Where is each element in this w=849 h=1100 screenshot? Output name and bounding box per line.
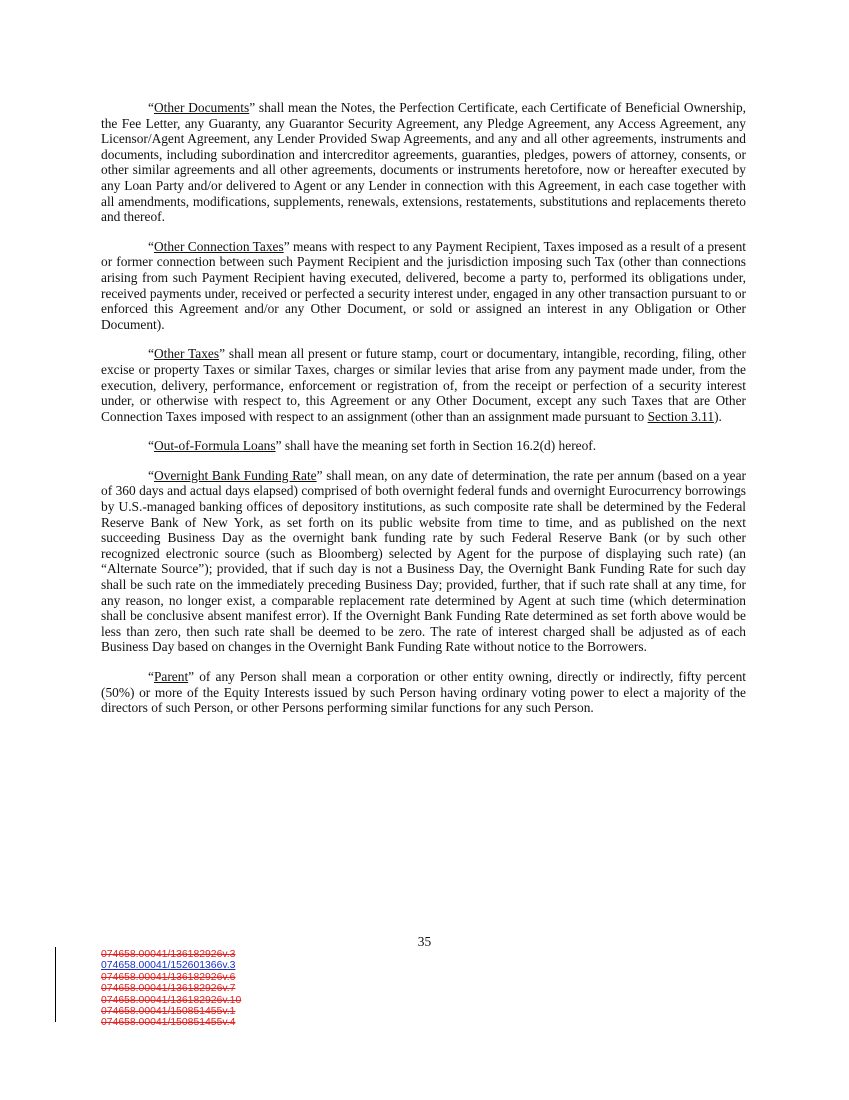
section-cross-reference: Section 3.11 bbox=[647, 408, 715, 424]
page-number: 35 bbox=[417, 934, 432, 949]
definition-other-taxes bbox=[101, 346, 746, 424]
quote-open: “ bbox=[148, 238, 154, 254]
definition-text: ” shall have the meaning set forth in Section 16.2(d) hereof. bbox=[275, 438, 597, 454]
document-id-deleted: 074658.00041/136182926v.7 bbox=[101, 983, 236, 995]
definition-text-tail: ). bbox=[714, 408, 722, 424]
quote-open: “ bbox=[148, 438, 154, 454]
definition-other-connection-taxes bbox=[101, 239, 746, 333]
defined-term: Overnight Bank Funding Rate bbox=[153, 467, 317, 483]
document-id-current: 074658.00041/152601366v.3 bbox=[101, 960, 236, 972]
definition-overnight-bank-funding-rate bbox=[101, 468, 746, 655]
defined-term: Other Connection Taxes bbox=[153, 238, 284, 254]
definition-parent bbox=[101, 669, 746, 716]
definition-text: ” shall mean the Notes, the Perfection Certificate, each Certificate of Beneficial Ownership, the Fee Letter, any Guaranty, any Guarantor Security Agreement, any Pledge Agreement, any Access Agreement, any Licensor/Agent Agreement, any Lender Provided Swap Agreements, and any and all other agreements, instruments and documents, including subordination and intercreditor agreements, guaranties, pledges, powers of attorney, consents, or other similar agreements and all other agreements, documents or instruments heretofore, now or hereafter executed by any Loan Party and/or delivered to Agent or any Lender in connection with this Agreement, in each case together with all amendments, modifications, supplements, renewals, extensions, restatements, substitutions and replacements thereto and thereof. bbox=[101, 100, 747, 225]
document-id-list bbox=[101, 949, 241, 1029]
definition-text: ” shall mean, on any date of determination, the rate per annum (based on a year of 360 days and actual days elapsed) comprised of both overnight federal funds and overnight Eurocurrency borrowings by U.S.-managed banking offices of depository institutions, as such composite rate shall be determined by the Federal Reserve Bank of New York, as set forth on its public website from time to time, and as published on the next succeeding Business Day as the overnight bank funding rate by such Federal Reserve Bank (or by such other recognized electronic source (such as Bloomberg) selected by Agent for the purpose of displaying such rate) (an “Alternate Source”); provided, that if such day is not a Business Day, the Overnight Bank Funding Rate for such day shall be such rate on the immediately preceding Business Day; provided, further, that if such rate shall at any time, for any reason, no longer exist, a comparable replacement rate determined by Agent at such time (which determination shall be conclusive absent manifest error). If the Overnight Bank Funding Rate determined as set forth above would be less than zero, then such rate shall be deemed to be zero. The rate of interest charged shall be adjusted as of each Business Day based on changes in the Overnight Bank Funding Rate without notice to the Borrowers. bbox=[101, 467, 746, 655]
document-id-deleted: 074658.00041/136182926v.6 bbox=[101, 971, 236, 983]
definition-other-documents bbox=[101, 100, 746, 225]
quote-open: “ bbox=[148, 346, 154, 362]
defined-term: Out-of-Formula Loans bbox=[153, 438, 276, 454]
quote-open: “ bbox=[148, 467, 154, 483]
defined-term: Parent bbox=[153, 669, 189, 684]
definition-text: ” of any Person shall mean a corporation or other entity owning, directly or indirectly, fifty percent (50%) or more of the Equity Interests issued by such Person having ordinary voting power to elect a majority of the directors of such Person, or other Persons performing similar functions for any such Person. bbox=[101, 669, 746, 716]
definition-text: ” shall mean all present or future stamp, court or documentary, intangible, recording, filing, other excise or property Taxes or similar Taxes, charges or similar levies that arise from any payment made under, from the execution, delivery, performance, enforcement or registration of, from the receipt or perfection of a security interest under, or otherwise with respect to, this Agreement or any Other Document, except any such Taxes that are Other Connection Taxes imposed with respect to an assignment (other than an assignment made pursuant to bbox=[101, 346, 746, 424]
definition-out-of-formula-loans bbox=[101, 438, 746, 454]
definitions-section bbox=[101, 100, 746, 730]
defined-term: Other Taxes bbox=[153, 346, 220, 362]
document-id-deleted: 074658.00041/150851455v.1 bbox=[101, 1006, 236, 1018]
quote-open: “ bbox=[148, 669, 154, 684]
defined-term: Other Documents bbox=[153, 100, 250, 115]
document-id-deleted: 074658.00041/150851455v.4 bbox=[101, 1017, 236, 1029]
document-id-deleted: 074658.00041/136182926v.10 bbox=[101, 994, 242, 1006]
document-id-deleted: 074658.00041/136182926v.3 bbox=[101, 949, 236, 960]
quote-open: “ bbox=[148, 100, 154, 115]
revision-bar bbox=[55, 947, 56, 1022]
definition-text: ” means with respect to any Payment Recipient, Taxes imposed as a result of a present or former connection between such Payment Recipient and the jurisdiction imposing such Tax (other than connections arising from such Payment Recipient having executed, delivered, become a party to, performed its obligations under, received payments under, received or perfected a security interest under, engaged in any other transaction pursuant to or enforced this Agreement and/or any Other Document, or sold or assigned an interest in any Obligation or Other Document). bbox=[101, 238, 747, 332]
